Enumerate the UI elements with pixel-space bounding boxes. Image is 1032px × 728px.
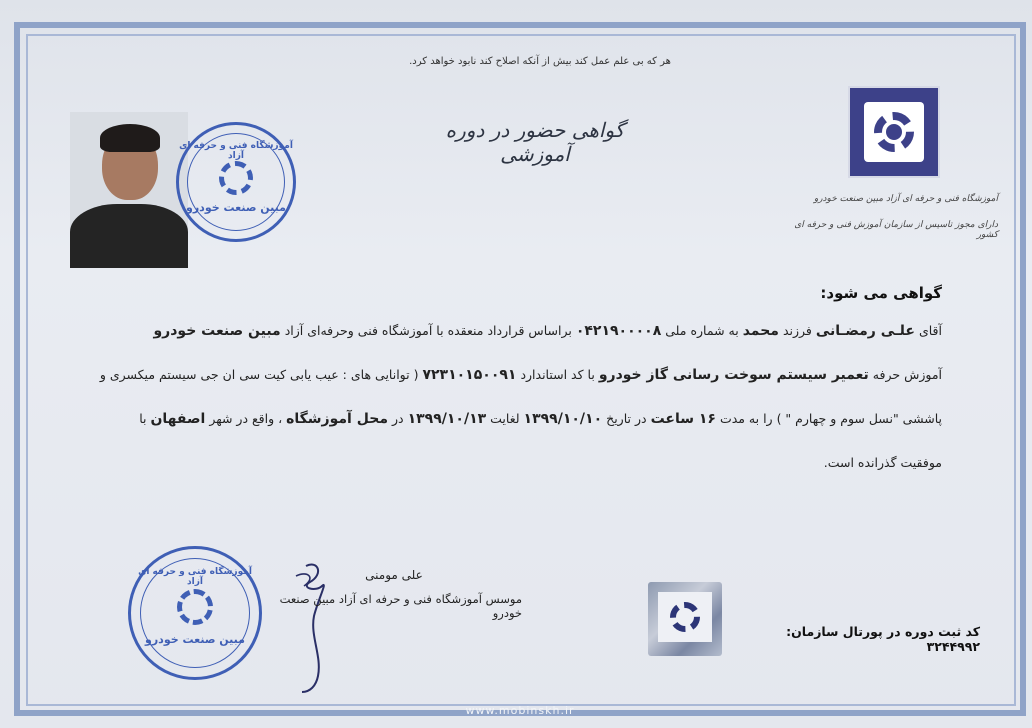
stamp-gear-icon: [177, 589, 213, 625]
registration-code: [740, 624, 980, 654]
hologram-inner: [658, 592, 712, 642]
gear-core: [886, 124, 902, 140]
course-name: تعمیر سیستم سوخت رسانی گاز خودرو: [598, 367, 869, 383]
text-child-of: فرزند: [782, 323, 812, 338]
holder-name: علـی رمضـانی: [815, 323, 915, 339]
text-training: آموزش حرفه: [872, 367, 942, 382]
training-place: محل آموزشگاه: [286, 411, 388, 427]
website-url: www.mobinskh.ir: [465, 704, 575, 717]
handwritten-signature: [288, 556, 348, 696]
stamp-name-text: مبین صنعت خودرو: [186, 201, 286, 214]
body-line-4: موفقیت گذرانده است.: [823, 455, 942, 470]
text-contract: براساس قرارداد منعقده با آموزشگاه فنی وحرفه‌ای آزاد: [284, 323, 572, 338]
photo-body: [70, 204, 188, 268]
signatory-title: موسس آموزشگاه فنی و حرفه ای آزاد مبین صنعت خودرو: [279, 592, 522, 620]
standard-code: ۷۲۳۱۰۱۵۰۰۹۱: [422, 367, 517, 383]
date-to: ۱۳۹۹/۱۰/۱۳: [407, 411, 487, 427]
text-abilities: ( توانایی های : عیب یابی کیت سی ان جی سیستم میکسری و: [99, 367, 419, 382]
school-name: مبین صنعت خودرو: [153, 323, 281, 339]
official-stamp-top: [176, 122, 296, 242]
national-id: ۰۴۲۱۹۰۰۰۰۸: [575, 323, 662, 339]
body-line-1: [90, 322, 942, 340]
father-name: محمد: [742, 323, 779, 339]
signatory-name: علی مومنی: [365, 568, 423, 582]
body-line-3: [90, 410, 942, 428]
text-until: لغایت: [490, 411, 520, 426]
stamp-top-text: آموزشگاه فنی و حرفه ای آزاد: [138, 567, 252, 587]
institute-name: آموزشگاه فنی و حرفه ای آزاد مبین صنعت خودرو: [813, 194, 998, 204]
text-national-id: به شماره ملی: [665, 323, 739, 338]
registration-label: کد ثبت دوره در پورتال سازمان:: [786, 624, 980, 639]
registration-number: ۳۲۴۴۹۹۲: [926, 639, 980, 654]
logo-background: [864, 102, 924, 162]
text-at: در: [391, 411, 404, 426]
certificate-title: گواهی حضور در دوره آموزشی: [445, 118, 625, 166]
hologram-seal: [648, 582, 722, 656]
institute-logo: [848, 86, 940, 178]
date-from: ۱۳۹۹/۱۰/۱۰: [523, 411, 603, 427]
stamp-gear-icon: [219, 161, 253, 195]
hologram-gear-icon: [670, 602, 700, 632]
photo-hair: [100, 124, 160, 152]
text-sir: آقای: [918, 323, 942, 338]
portrait-photo: [70, 112, 188, 268]
text-located-in: ، واقع در شهر: [209, 411, 283, 426]
stamp-name-text: مبین صنعت خودرو: [145, 633, 245, 646]
text-with: با: [139, 411, 147, 426]
body-line-2: [90, 366, 942, 384]
text-duration: پاششی "نسل سوم و چهارم " ) را به مدت: [719, 411, 942, 426]
official-stamp-bottom: [128, 546, 262, 680]
city-name: اصفهان: [150, 411, 206, 427]
course-hours: ۱۶ ساعت: [650, 411, 716, 427]
text-standard-code: با کد استاندارد: [520, 367, 595, 382]
institute-license: دارای مجوز تاسیس از سازمان آموزش فنی و حرفه ای کشور: [794, 220, 998, 240]
stamp-top-text: آموزشگاه فنی و حرفه ای آزاد: [179, 141, 293, 161]
top-verse: هر که بی علم عمل کند بیش از آنکه اصلاح کند نابود خواهد کرد.: [409, 56, 671, 67]
text-date: در تاریخ: [606, 411, 647, 426]
certify-heading: گواهی می شود:: [820, 284, 942, 302]
